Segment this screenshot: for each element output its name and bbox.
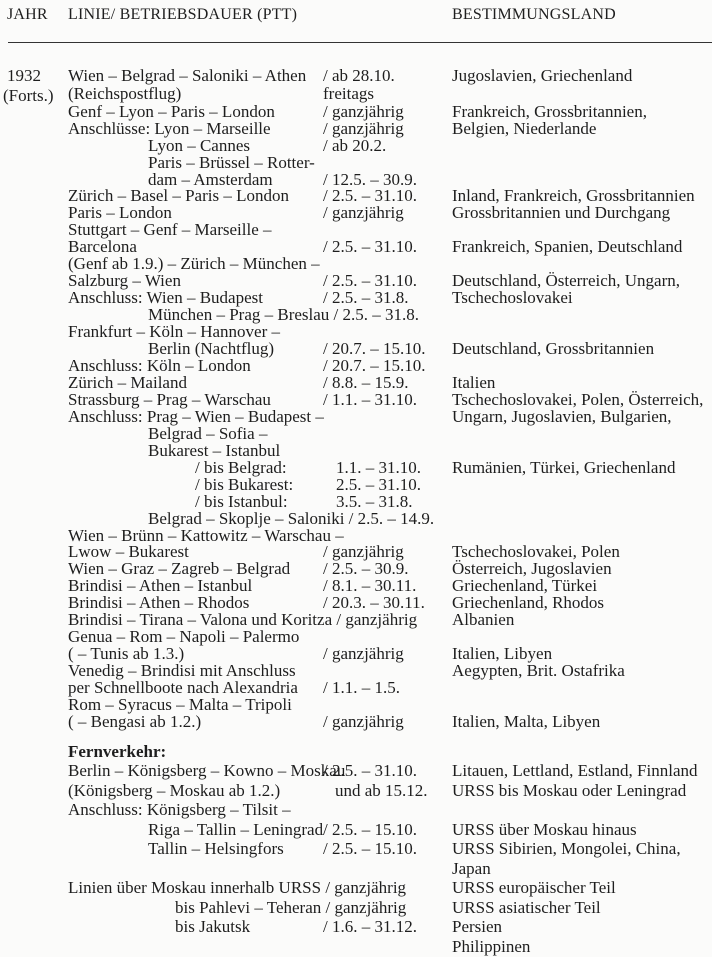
- period-text: und ab 15.12.: [335, 781, 428, 800]
- destination-text: Italien, Libyen: [452, 644, 553, 663]
- route-text: bis Pahlevi – Teheran / ganzjährig: [175, 898, 407, 917]
- section-title-fernverkehr: Fernverkehr:: [68, 742, 167, 761]
- destination-text: Tschechoslovakei: [452, 288, 573, 307]
- route-text: Anschluss: Köln – London: [68, 356, 251, 375]
- period-text: / 12.5. – 30.9.: [323, 170, 417, 189]
- route-text: (Königsberg – Moskau ab 1.2.): [68, 781, 281, 800]
- route-text: Venedig – Brindisi mit Anschluss: [68, 661, 296, 680]
- period-text: / 20.7. – 15.10.: [323, 339, 426, 358]
- period-text: / ganzjährig: [323, 119, 404, 138]
- destination-text: Griechenland, Rhodos: [452, 593, 605, 612]
- period-text: / 2.5. – 15.10.: [323, 839, 417, 858]
- column-header-jahr: JAHR: [7, 6, 48, 23]
- period-text: / ganzjährig: [323, 203, 404, 222]
- period-text: 1.1. – 31.10.: [336, 458, 421, 477]
- destination-text: Frankreich, Grossbritannien,: [452, 102, 647, 121]
- route-text: Riga – Tallin – Leningrad: [148, 820, 324, 839]
- route-text: Paris – Brüssel – Rotter-: [148, 153, 315, 172]
- destination-text: URSS europäischer Teil: [452, 878, 616, 897]
- period-text: / ganzjährig: [323, 644, 404, 663]
- period-text: / 2.5. – 31.10.: [323, 186, 417, 205]
- route-text: Anschluss: Königsberg – Tilsit –: [68, 800, 291, 819]
- destination-text: URSS Sibirien, Mongolei, China,: [452, 839, 681, 858]
- period-text: / 2.5. – 31.10.: [323, 237, 417, 256]
- destination-text: Philippinen: [452, 937, 531, 956]
- destination-text: URSS bis Moskau oder Leningrad: [452, 781, 687, 800]
- route-text: Lyon – Cannes: [148, 136, 250, 155]
- period-text: / 2.5. – 31.8.: [323, 288, 409, 307]
- period-text: / 8.8. – 15.9.: [323, 373, 409, 392]
- route-text: Linien über Moskau innerhalb URSS / ganzjährig: [68, 878, 407, 897]
- route-text: Genf – Lyon – Paris – London: [68, 102, 275, 121]
- destination-text: Frankreich, Spanien, Deutschland: [452, 237, 683, 256]
- year: 1932: [7, 66, 41, 85]
- destination-text: Aegypten, Brit. Ostafrika: [452, 661, 625, 680]
- route-text: Anschluss: Wien – Budapest: [68, 288, 263, 307]
- route-text: Berlin – Königsberg – Kowno – Moskau: [68, 761, 346, 780]
- route-text: Belgrad – Skoplje – Saloniki / 2.5. – 14.9.: [148, 509, 435, 528]
- route-text: Lwow – Bukarest: [68, 542, 189, 561]
- period-text: / 1.6. – 31.12.: [323, 917, 417, 936]
- column-header-linie: LINIE/ BETRIEBSDAUER (PTT): [68, 6, 298, 23]
- period-text: / 2.5. – 31.10.: [323, 271, 417, 290]
- route-text: Brindisi – Tirana – Valona und Koritza / ganzjährig: [68, 610, 418, 629]
- period-text: / 20.3. – 30.11.: [323, 593, 425, 612]
- destination-text: Japan: [452, 859, 491, 878]
- destination-text: Italien: [452, 373, 496, 392]
- destination-text: Persien: [452, 917, 503, 936]
- route-text: Wien – Brünn – Kattowitz – Warschau –: [68, 526, 344, 545]
- route-text: Barcelona: [68, 237, 137, 256]
- period-text: / ganzjährig: [323, 542, 404, 561]
- period-text: / 2.5. – 15.10.: [323, 820, 417, 839]
- period-text: / 1.1. – 31.10.: [323, 390, 417, 409]
- destination-text: Griechenland, Türkei: [452, 576, 598, 595]
- route-text: Wien – Belgrad – Saloniki – Athen: [68, 66, 307, 85]
- period-text: / 20.7. – 15.10.: [323, 356, 426, 375]
- route-text: Frankfurt – Köln – Hannover –: [68, 322, 280, 341]
- destination-text: Belgien, Niederlande: [452, 119, 597, 138]
- route-text: Anschluss: Prag – Wien – Budapest –: [68, 407, 324, 426]
- route-text: Stuttgart – Genf – Marseille –: [68, 220, 272, 239]
- route-text: (Reichspostflug): [68, 84, 182, 103]
- destination-text: Österreich, Jugoslavien: [452, 559, 612, 578]
- route-text: / bis Istanbul:: [195, 492, 288, 511]
- column-header-land: BESTIMMUNGSLAND: [452, 6, 616, 23]
- period-text: / 8.1. – 30.11.: [323, 576, 417, 595]
- route-text: (Genf ab 1.9.) – Zürich – München –: [68, 254, 320, 273]
- route-text: Zürich – Mailand: [68, 373, 187, 392]
- route-text: Belgrad – Sofia –: [148, 424, 268, 443]
- period-text: / ab 28.10.: [323, 66, 395, 85]
- route-text: ( – Tunis ab 1.3.): [68, 644, 185, 663]
- route-text: Bukarest – Istanbul: [148, 441, 281, 460]
- year-note: (Forts.): [3, 86, 54, 105]
- period-text: / ganzjährig: [323, 102, 404, 121]
- route-text: Genua – Rom – Napoli – Palermo: [68, 627, 300, 646]
- route-text: Strassburg – Prag – Warschau: [68, 390, 271, 409]
- destination-text: Ungarn, Jugoslavien, Bulgarien,: [452, 407, 672, 426]
- destination-text: URSS asiatischer Teil: [452, 898, 601, 917]
- destination-text: Rumänien, Türkei, Griechenland: [452, 458, 676, 477]
- route-text: ( – Bengasi ab 1.2.): [68, 712, 202, 731]
- route-text: Paris – London: [68, 203, 172, 222]
- route-text: Salzburg – Wien: [68, 271, 181, 290]
- route-text: Rom – Syracus – Malta – Tripoli: [68, 695, 292, 714]
- period-text: 3.5. – 31.8.: [336, 492, 413, 511]
- period-text: / ab 20.2.: [323, 136, 387, 155]
- route-text: Tallin – Helsingfors: [148, 839, 284, 858]
- route-text: Brindisi – Athen – Rhodos: [68, 593, 250, 612]
- route-text: München – Prag – Breslau / 2.5. – 31.8.: [148, 305, 420, 324]
- route-text: Zürich – Basel – Paris – London: [68, 186, 289, 205]
- destination-text: Tschechoslovakei, Polen, Österreich,: [452, 390, 704, 409]
- route-text: dam – Amsterdam: [148, 170, 273, 189]
- route-text: / bis Belgrad:: [195, 458, 287, 477]
- route-text: / bis Bukarest:: [195, 475, 294, 494]
- period-text: freitags: [323, 84, 374, 103]
- destination-text: Litauen, Lettland, Estland, Finnland: [452, 761, 698, 780]
- period-text: / ganzjährig: [323, 712, 404, 731]
- destination-text: Inland, Frankreich, Grossbritannien: [452, 186, 695, 205]
- route-text: Berlin (Nachtflug): [148, 339, 275, 358]
- period-text: 2.5. – 31.10.: [336, 475, 421, 494]
- route-text: bis Jakutsk: [175, 917, 251, 936]
- route-text: per Schnellboote nach Alexandria: [68, 678, 298, 697]
- route-text: Anschlüsse: Lyon – Marseille: [68, 119, 271, 138]
- period-text: / 2.5. – 31.10.: [323, 761, 417, 780]
- destination-text: Tschechoslovakei, Polen: [452, 542, 620, 561]
- destination-text: Jugoslavien, Griechenland: [452, 66, 633, 85]
- destination-text: URSS über Moskau hinaus: [452, 820, 637, 839]
- destination-text: Italien, Malta, Libyen: [452, 712, 601, 731]
- destination-text: Deutschland, Grossbritannien: [452, 339, 655, 358]
- header-divider: [8, 42, 712, 43]
- period-text: / 2.5. – 30.9.: [323, 559, 409, 578]
- route-text: Brindisi – Athen – Istanbul: [68, 576, 253, 595]
- destination-text: Grossbritannien und Durchgang: [452, 203, 671, 222]
- period-text: / 1.1. – 1.5.: [323, 678, 400, 697]
- destination-text: Albanien: [452, 610, 515, 629]
- route-text: Wien – Graz – Zagreb – Belgrad: [68, 559, 291, 578]
- destination-text: Deutschland, Österreich, Ungarn,: [452, 271, 681, 290]
